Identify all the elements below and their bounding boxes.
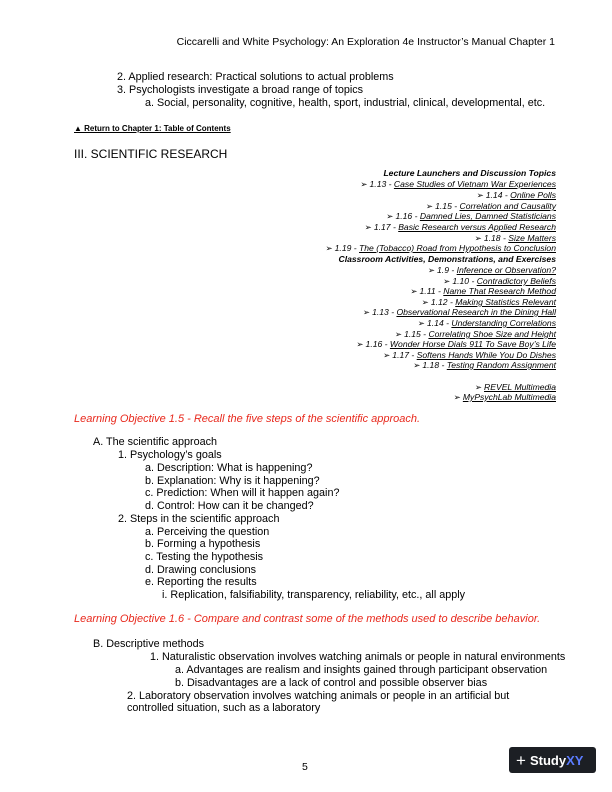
arrow-icon: ➢	[421, 297, 429, 307]
activity-item[interactable]: ➢ 1.18 - Testing Random Assignment	[413, 360, 556, 370]
resource-link[interactable]: Online Polls	[510, 190, 556, 200]
outline-item: 1. Psychology’s goals	[118, 449, 222, 461]
resource-link[interactable]: Testing Random Assignment	[446, 360, 556, 370]
arrow-icon: ➢	[325, 243, 333, 253]
lecture-item[interactable]: ➢ 1.19 - The (Tobacco) Road from Hypothesis to Conclusion	[325, 243, 556, 253]
activity-item[interactable]: ➢ 1.17 - Softens Hands While You Do Dishes	[383, 350, 556, 360]
plus-icon: +	[516, 750, 526, 770]
arrow-icon: ➢	[356, 339, 364, 349]
toc-link[interactable]: ▲ Return to Chapter 1: Table of Contents	[74, 124, 231, 133]
outline-item: A. The scientific approach	[93, 436, 218, 448]
activity-item[interactable]: ➢ 1.16 - Wonder Horse Dials 911 To Save Boy’s Life	[356, 339, 556, 349]
activity-item[interactable]: ➢ 1.12 - Making Statistics Relevant	[421, 297, 556, 307]
resource-link[interactable]: The (Tobacco) Road from Hypothesis to Conclusion	[359, 243, 556, 253]
arrow-icon: ➢	[360, 179, 368, 189]
arrow-icon: ➢	[410, 286, 418, 296]
activity-item[interactable]: ➢ 1.15 - Correlating Shoe Size and Height	[394, 329, 556, 339]
resource-link[interactable]: Softens Hands While You Do Dishes	[416, 350, 556, 360]
page-number: 5	[302, 761, 308, 773]
outline-item: 1. Naturalistic observation involves watching animals or people in natural environments	[150, 651, 566, 663]
arrow-icon: ➢	[413, 360, 421, 370]
resource-link[interactable]: Wonder Horse Dials 911 To Save Boy’s Life	[389, 339, 556, 349]
arrow-icon: ➢	[417, 318, 425, 328]
badge-xy-text: XY	[566, 752, 584, 768]
resource-link[interactable]: Basic Research versus Applied Research	[398, 222, 556, 232]
section-title: III. SCIENTIFIC RESEARCH	[74, 147, 228, 161]
outline-item: a. Perceiving the question	[145, 526, 270, 538]
resource-link[interactable]: Contradictory Beliefs	[476, 276, 556, 286]
running-header: Ciccarelli and White Psychology: An Exploration 4e Instructor’s Manual Chapter 1	[176, 36, 555, 48]
resource-link[interactable]: Name That Research Method	[443, 286, 556, 296]
outline-item: 3. Psychologists investigate a broad range of topics	[117, 84, 364, 96]
outline-item: d. Drawing conclusions	[145, 564, 257, 576]
outline-item: controlled situation, such as a laboratory	[127, 702, 321, 714]
arrow-icon: ➢	[443, 276, 451, 286]
resource-link[interactable]: Observational Research in the Dining Hall	[396, 307, 556, 317]
outline-item: b. Disadvantages are a lack of control and possible observer bias	[175, 677, 488, 689]
activities-heading: Classroom Activities, Demonstrations, and Exercises	[338, 254, 556, 264]
outline-item: c. Prediction: When will it happen again?	[145, 487, 340, 499]
activity-item[interactable]: ➢ 1.9 - Inference or Observation?	[427, 265, 556, 275]
arrow-icon: ➢	[362, 307, 371, 317]
activity-item[interactable]: ➢ 1.10 - Contradictory Beliefs	[443, 276, 556, 286]
outline-item: b. Forming a hypothesis	[145, 538, 261, 550]
arrow-icon: ➢	[394, 329, 403, 339]
activity-item[interactable]: ➢ 1.11 - Name That Research Method	[410, 286, 556, 296]
lecture-heading: Lecture Launchers and Discussion Topics	[383, 168, 556, 178]
outline-item: b. Explanation: Why is it happening?	[145, 475, 320, 487]
lecture-item[interactable]: ➢ 1.13 - Case Studies of Vietnam War Experiences	[360, 179, 556, 189]
outline-item: e. Reporting the results	[145, 576, 257, 588]
resource-link[interactable]: Making Statistics Relevant	[455, 297, 556, 307]
activity-item[interactable]: ➢ 1.13 - Observational Research in the Dining Hall	[362, 307, 556, 317]
outline-item: d. Control: How can it be changed?	[145, 500, 314, 512]
learning-objective: Learning Objective 1.6 - Compare and contrast some of the methods used to describe behavior.	[74, 613, 541, 625]
arrow-icon: ➢	[453, 392, 461, 402]
learning-objective: Learning Objective 1.5 - Recall the five steps of the scientific approach.	[74, 413, 421, 425]
outline-item: a. Advantages are realism and insights gained through participant observation	[175, 664, 548, 676]
activity-item[interactable]: ➢ 1.14 - Understanding Correlations	[417, 318, 556, 328]
outline-item: B. Descriptive methods	[93, 638, 205, 650]
resource-link[interactable]: Size Matters	[508, 233, 556, 243]
arrow-icon: ➢	[386, 211, 394, 221]
resource-link[interactable]: Correlating Shoe Size and Height	[428, 329, 556, 339]
lecture-item[interactable]: ➢ 1.16 - Damned Lies, Damned Statisticians	[386, 211, 556, 221]
outline-item: 2. Applied research: Practical solutions to actual problems	[117, 71, 394, 83]
outline-item: a. Description: What is happening?	[145, 462, 313, 474]
resource-link[interactable]: MyPsychLab Multimedia	[462, 392, 556, 402]
arrow-icon: ➢	[383, 350, 391, 360]
lecture-item[interactable]: ➢ 1.15 - Correlation and Causality	[425, 201, 556, 211]
badge-study-text: Study	[529, 752, 567, 768]
arrow-icon: ➢	[425, 201, 434, 211]
lecture-item[interactable]: ➢ 1.18 - Size Matters	[474, 233, 556, 243]
lecture-item[interactable]: ➢ 1.17 - Basic Research versus Applied Research	[364, 222, 556, 232]
outline-item: a. Social, personality, cognitive, health, sport, industrial, clinical, developmental, etc.	[145, 97, 546, 109]
resource-link[interactable]: Case Studies of Vietnam War Experiences	[393, 179, 556, 189]
arrow-icon: ➢	[474, 382, 483, 392]
resource-link[interactable]: Inference or Observation?	[456, 265, 556, 275]
media-item[interactable]	[454, 392, 556, 403]
arrow-icon: ➢	[427, 265, 436, 275]
outline-item: 2. Steps in the scientific approach	[118, 513, 280, 525]
outline-item: c. Testing the hypothesis	[145, 551, 264, 563]
resource-link[interactable]: Correlation and Causality	[459, 201, 556, 211]
resource-link[interactable]: Damned Lies, Damned Statisticians	[419, 211, 556, 221]
arrow-icon: ➢	[474, 233, 482, 243]
outline-item: 2. Laboratory observation involves watching animals or people in an artificial but	[127, 690, 510, 702]
arrow-icon: ➢	[476, 190, 484, 200]
lecture-item[interactable]: ➢ 1.14 - Online Polls	[476, 190, 556, 200]
resource-link[interactable]: Understanding Correlations	[451, 318, 556, 328]
outline-item: i. Replication, falsifiability, transparency, reliability, etc., all apply	[162, 589, 466, 601]
resource-link[interactable]: REVEL Multimedia	[484, 382, 556, 392]
arrow-icon: ➢	[364, 222, 372, 232]
studyxy-badge[interactable]	[509, 747, 596, 773]
